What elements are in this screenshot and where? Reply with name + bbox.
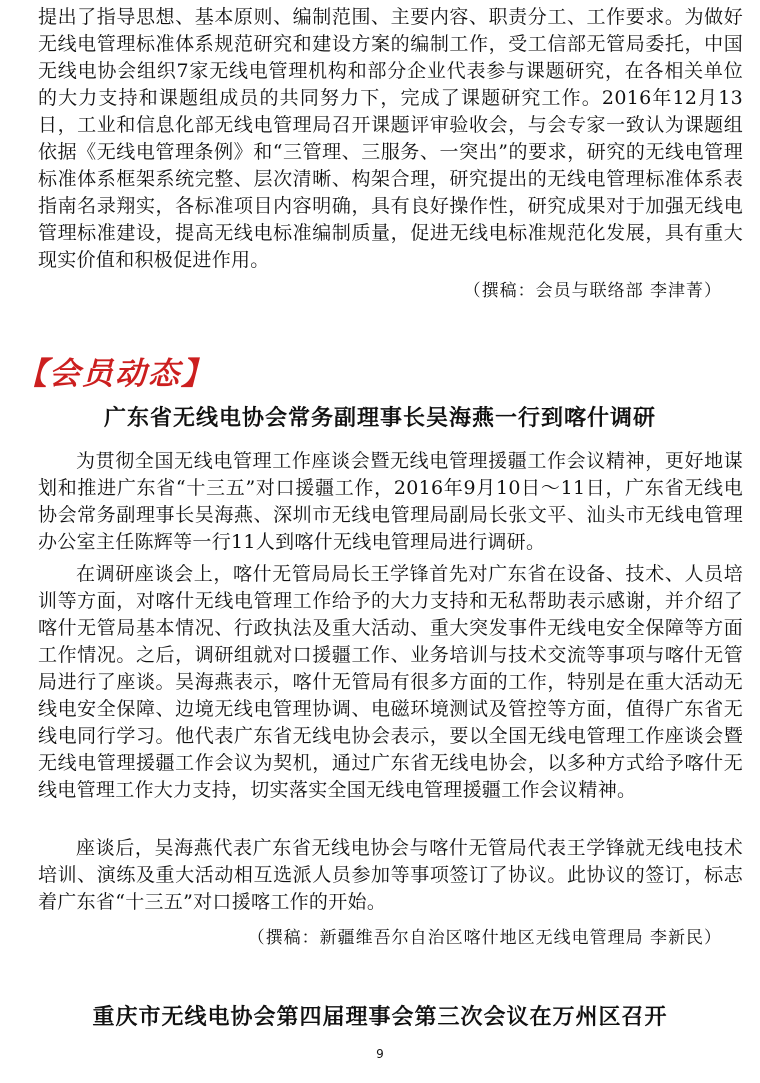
section-header-member-news [16, 354, 214, 394]
byline-member-liaison: （撰稿：会员与联络部 李津菁） [463, 281, 722, 301]
page-number: 9 [376, 1047, 384, 1061]
article-paragraph: 为贯彻全国无线电管理工作座谈会暨无线电管理援疆工作会议精神，更好地谋划和推进广东省“十三五”对口援疆工作，2016年9月10日～11日，广东省无线电协会常务副理事长吴海燕、深圳市无线电管理局副局长张文平、汕头市无线电管理办公室主任陈辉等一行11人到喀什无线电管理局进行调研。 [38, 450, 743, 553]
article-title-chongqing: 重庆市无线电协会第四届理事会第三次会议在万州区召开 [92, 1005, 668, 1030]
article-title-guangdong: 广东省无线电协会常务副理事长吴海燕一行到喀什调研 [103, 406, 656, 431]
section-header-text: 【会员动态】 [16, 356, 214, 392]
article-paragraph: 在调研座谈会上，喀什无管局局长王学锋首先对广东省在设备、技术、人员培训等方面，对喀什无线电管理工作给予的大力支持和无私帮助表示感谢，并介绍了喀什无管局基本情况、行政执法及重大活动、重大突发事件无线电安全保障等方面工作情况。之后，调研组就对口援疆工作、业务培训与技术交流等事项与喀什无管局进行了座谈。吴海燕表示，喀什无管局有很多方面的工作，特别是在重大活动无线电安全保障、边境无线电管理协调、电磁环境测试及管控等方面，值得广东省无线电同行学习。他代表广东省无线电协会表示，要以全国无线电管理工作座谈会暨无线电管理援疆工作会议为契机，通过广东省无线电协会，以多种方式给予喀什无线电管理工作大力支持，切实落实全国无线电管理援疆工作会议精神。 [38, 563, 743, 801]
byline-kashgar: （撰稿：新疆维吾尔自治区喀什地区无线电管理局 李新民） [247, 928, 722, 948]
continued-paragraph: 提出了指导思想、基本原则、编制范围、主要内容、职责分工、工作要求。为做好无线电管理标准体系规范研究和建设方案的编制工作，受工信部无管局委托，中国无线电协会组织7家无线电管理机构和部分企业代表参与课题研究，在各相关单位的大力支持和课题组成员的共同努力下，完成了课题研究工作。2016年12月13日，工业和信息化部无线电管理局召开课题评审验收会，与会专家一致认为课题组依据《无线电管理条例》和“三管理、三服务、一突出”的要求，研究的无线电管理标准体系框架系统完整、层次清晰、构架合理，研究提出的无线电管理标准体系表指南名录翔实，各标准项目内容明确，具有良好操作性，研究成果对于加强无线电管理标准建设，提高无线电标准编制质量，促进无线电标准规范化发展，具有重大现实价值和积极促进作用。 [38, 6, 743, 271]
article-paragraph: 座谈后，吴海燕代表广东省无线电协会与喀什无管局代表王学锋就无线电技术培训、演练及重大活动相互选派人员参加等事项签订了协议。此协议的签订，标志着广东省“十三五”对口援喀工作的开始。 [38, 837, 743, 913]
